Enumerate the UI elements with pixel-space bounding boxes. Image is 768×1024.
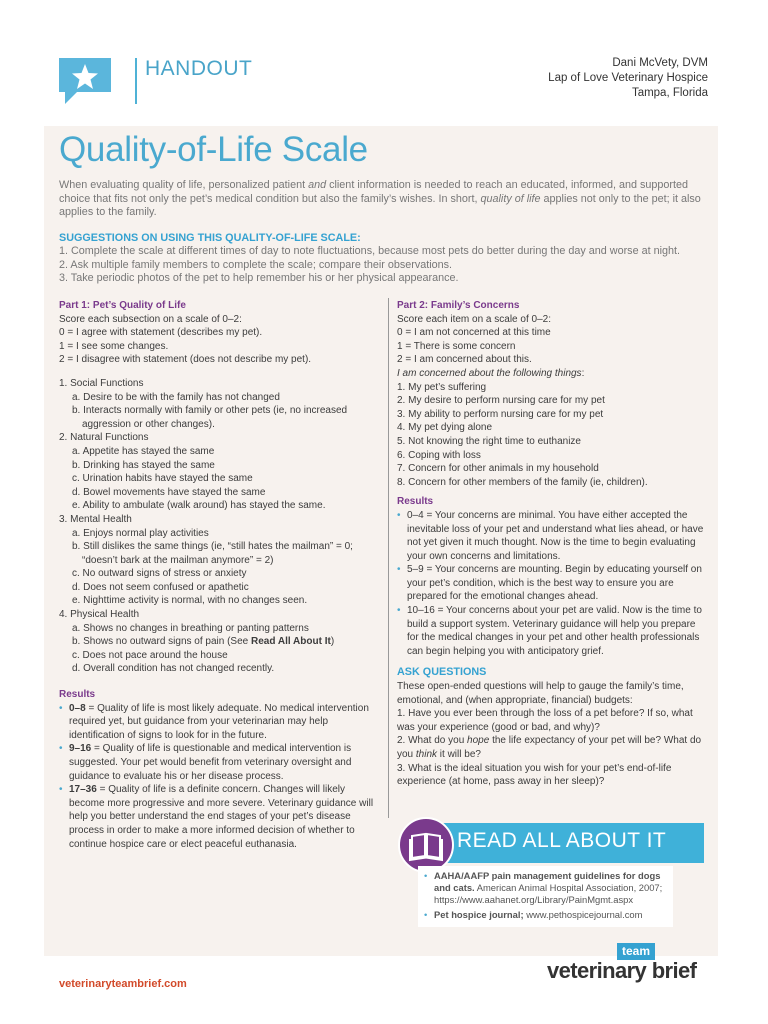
author-location: Tampa, Florida (631, 87, 708, 99)
part1-scale-item: 0 = I agree with statement (describes my pet). (59, 327, 263, 339)
part1-results-heading: Results (59, 689, 96, 701)
section-item: c. Does not pace around the house (72, 649, 228, 661)
part1-scale-intro: Score each subsection on a scale of 0–2: (59, 313, 242, 325)
section-item: e. Nighttime activity is normal, with no changes seen. (72, 595, 308, 607)
result-range: 9–16 (69, 743, 92, 755)
concern-intro-colon: : (581, 367, 585, 379)
reference-item[interactable] (424, 909, 674, 921)
concern-item: 5. Not knowing the right time to euthanize (397, 435, 581, 447)
section-item (59, 635, 379, 649)
part2-result-item: • 5–9 = Your concerns are mounting. Begin by educating yourself on your pet’s condition, which is the best way to ensure you are prepared for the emotional changes ahead. (397, 563, 707, 604)
author-name: Dani McVety, DVM (612, 57, 708, 69)
section-item: c. Urination habits have stayed the same (72, 473, 253, 485)
concern-item: 8. Concern for other members of the family (ie, children). (397, 476, 648, 488)
section-item: d. Does not seem confused or apathetic (72, 581, 249, 593)
column-divider (388, 298, 389, 818)
reference-source: www.pethospicejournal.com (523, 909, 643, 920)
author-organization: Lap of Love Veterinary Hospice (548, 72, 708, 84)
suggestion-item: 1. Complete the scale at different times of day to note fluctuations, because most pets do better during the day and worse at night. (59, 245, 680, 257)
reference-title: AAHA/AAFP pain management guidelines for dogs and cats. (434, 870, 661, 893)
ask-question-item (397, 734, 707, 761)
part1-heading: Part 1: Pet’s Quality of Life (59, 300, 186, 311)
result-text: = Quality of life is questionable and medical intervention is suggested. Your pet would benefit from veterinary oversight and guidance to evaluate his or her disease process. (69, 743, 352, 782)
section-item: b. Drinking has stayed the same (72, 459, 215, 471)
part2-heading: Part 2: Family’s Concerns (397, 300, 520, 311)
section-item-text: ) (330, 636, 335, 648)
section-item: b. Still dislikes the same things (ie, “still hates the mailman” = 0; (72, 541, 353, 553)
concern-item: 6. Coping with loss (397, 449, 481, 461)
concern-intro-text: I am concerned about the following things (397, 367, 582, 379)
section-item: a. Enjoys normal play activities (72, 527, 209, 539)
result-range: 0–8 (69, 702, 86, 714)
intro-paragraph (59, 179, 709, 220)
intro-text-1: When evaluating quality of life, personalized patient (59, 179, 309, 191)
result-range: 17–36 (69, 784, 97, 796)
intro-text-2: client information is needed to reach an educated, informed, and supported choice that fits not only the pet’s medical condition but also the family’s wishes. In short, (59, 179, 689, 205)
ask-text: it will be? (437, 749, 481, 760)
read-all-title: READ ALL ABOUT IT (457, 829, 667, 852)
section-item: “doesn’t bark at the mailman anymore” = 2) (82, 554, 274, 566)
section-item: aggression or other changes). (82, 418, 215, 430)
part2-scale-item: 2 = I am concerned about this. (397, 354, 532, 366)
section-title-physical: 4. Physical Health (59, 609, 140, 621)
reference-source: American Animal Hospital Association, 2007; https://www.aahanet.org/Library/PainMgmt.aspx (434, 882, 663, 905)
ask-intro: These open-ended questions will help to gauge the family’s time, emotional, and (when appropriate, financial) budgets: (397, 681, 684, 706)
result-text: = Quality of life is most likely adequate. No medical intervention required yet, but guidance from your veterinarian may help identification of signs to look for in the future. (69, 702, 369, 741)
ask-emphasis: think (415, 749, 438, 760)
part1-column (59, 299, 379, 851)
concern-item: 7. Concern for other animals in my household (397, 463, 599, 475)
ask-question-item: 1. Have you ever been through the loss of a pet before? If so, what was your experience (good or bad, and why)? (397, 708, 693, 733)
part1-result-item (59, 742, 379, 783)
ask-question-item: 3. What is the ideal situation you wish for your pet’s end-of-life experience (at home, pass away in her sleep)? (397, 762, 672, 788)
part2-column (397, 299, 707, 789)
section-item: e. Ability to ambulate (walk around) has stayed the same. (72, 500, 326, 512)
part1-scale-item: 2 = I disagree with statement (does not describe my pet). (59, 354, 312, 366)
section-item-text: b. Shows no outward signs of pain (See (72, 636, 251, 648)
part2-scale-item: 0 = I am not concerned at this time (397, 327, 551, 339)
part1-result-item (59, 702, 379, 743)
ask-emphasis: hope (467, 735, 490, 747)
part2-results-heading: Results (397, 496, 434, 508)
section-item: c. No outward signs of stress or anxiety (72, 568, 247, 580)
reference-item[interactable] (424, 870, 674, 906)
intro-emphasis-1: and (308, 179, 327, 191)
result-text: = Quality of life is a definite concern. Changes will likely become more progressive and more severe. Veterinary guidance will help you better understand the end stages of your pet’s disease process in order to make a more informed decision of whether to continue hospice care or elect peaceful euthanasia. (69, 784, 374, 850)
page-title: Quality-of-Life Scale (59, 130, 368, 169)
concern-item: 4. My pet dying alone (397, 422, 493, 434)
suggestions-list (59, 245, 719, 286)
section-item: d. Bowel movements have stayed the same (72, 486, 266, 498)
part1-result-item (59, 783, 379, 851)
author-block (548, 56, 708, 101)
suggestion-item: 3. Take periodic photos of the pet to help remember his or her physical appearance. (59, 272, 459, 284)
concern-item: 2. My desire to perform nursing care for my pet (397, 395, 605, 407)
section-title-natural: 2. Natural Functions (59, 432, 149, 444)
concern-item: 1. My pet’s suffering (397, 381, 487, 393)
concern-intro (397, 367, 707, 381)
ask-text: 2. What do you (397, 735, 468, 747)
ask-questions-heading: ASK QUESTIONS (397, 666, 487, 679)
suggestion-item: 2. Ask multiple family members to complete the scale; compare their observations. (59, 258, 453, 271)
ask-text: the life expectancy of your pet will be? What do you (397, 735, 702, 760)
section-item: a. Desire to be with the family has not changed (72, 391, 280, 403)
section-title-social: 1. Social Functions (59, 377, 144, 389)
brand-logo: veterinary brief (547, 958, 697, 983)
read-all-reference: Read All About It (251, 636, 331, 648)
section-item: d. Overall condition has not changed recently. (72, 663, 275, 675)
suggestions-heading: SUGGESTIONS ON USING THIS QUALITY-OF-LIFE SCALE: (59, 232, 361, 244)
reference-title: Pet hospice journal; (434, 909, 524, 920)
handout-star-icon (59, 58, 111, 108)
section-item: b. Interacts normally with family or other pets (ie, no increased (72, 405, 348, 417)
footer-website-link[interactable]: veterinaryteambrief.com (59, 978, 187, 990)
part2-scale-intro: Score each item on a scale of 0–2: (397, 313, 551, 325)
part2-result-item: • 10–16 = Your concerns about your pet are valid. Now is the time to build a support system. Veterinary guidance will help you prepare for the medical changes in your pet and other health professionals can begin helping you with anticipatory grief. (397, 604, 707, 658)
part1-scale-item: 1 = I see some changes. (59, 340, 169, 352)
read-all-references (424, 870, 674, 921)
handout-label: HANDOUT (145, 57, 253, 80)
section-item: a. Shows no changes in breathing or panting patterns (72, 622, 309, 634)
book-icon (398, 817, 454, 873)
brand-team-badge: team (617, 943, 655, 960)
intro-text-3: applies not only to the pet; it also applies to the family. (59, 192, 701, 219)
part2-scale-item: 1 = There is some concern (397, 340, 516, 352)
header-divider (135, 58, 137, 104)
intro-emphasis-2: quality of life (480, 192, 541, 205)
concern-item: 3. My ability to perform nursing care for my pet (397, 408, 604, 420)
part2-result-item: • 0–4 = Your concerns are minimal. You have either accepted the inevitable loss of your pet and understand what lies ahead, or have not yet given it much thought. Now is the time to begin evaluating your own concerns and limitations. (397, 509, 707, 563)
section-title-mental: 3. Mental Health (59, 513, 132, 525)
section-item: a. Appetite has stayed the same (72, 445, 215, 457)
